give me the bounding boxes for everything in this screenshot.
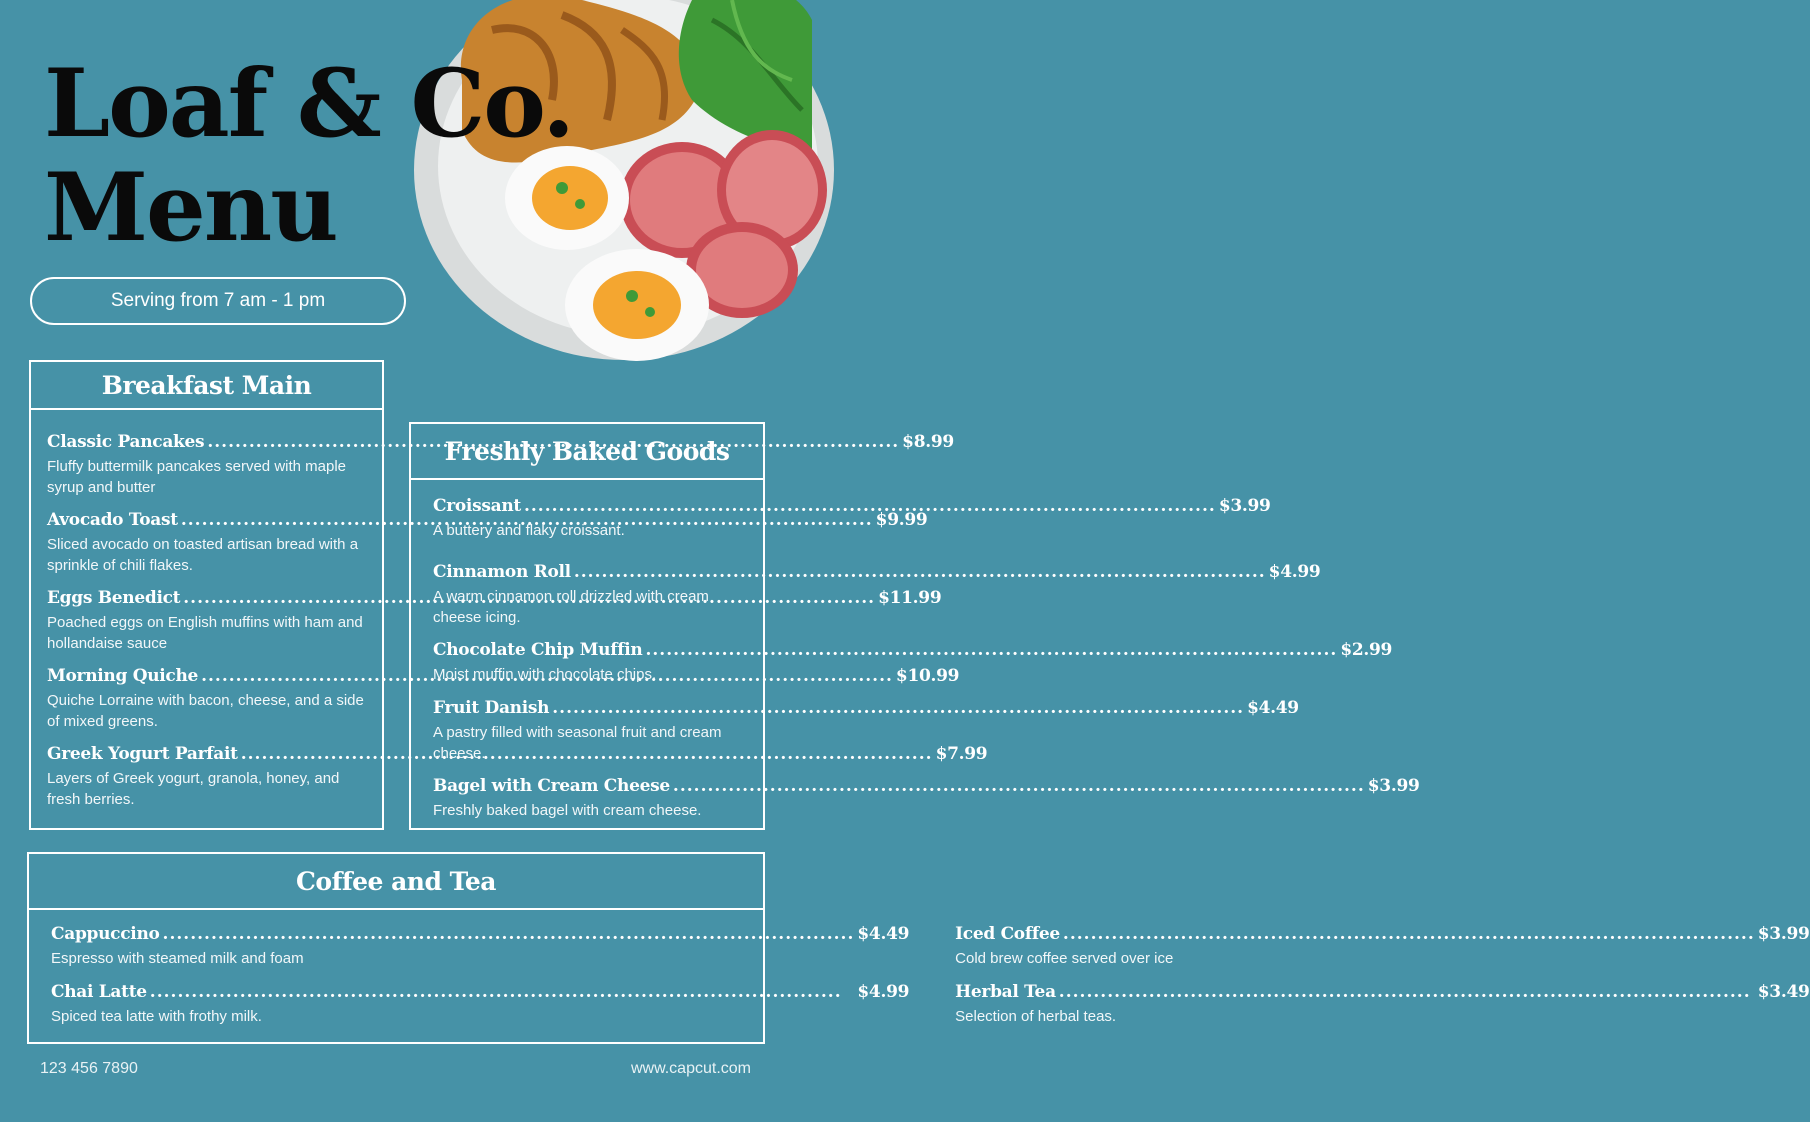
section-title: Breakfast Main <box>31 362 382 410</box>
item-description: Sliced avocado on toasted artisan bread with a sprinkle of chili flakes. <box>47 536 359 574</box>
phone-number: 123 456 7890 <box>40 1060 138 1077</box>
coffee-column-right <box>955 924 1809 1040</box>
item-description: A pastry filled with seasonal fruit and cream cheese. <box>433 724 722 762</box>
item-price: $8.99 <box>902 432 954 452</box>
item-description: Cold brew coffee served over ice <box>955 950 1174 967</box>
title-line-1: Loaf & Co. <box>44 49 574 159</box>
item-price: $9.99 <box>875 510 928 530</box>
item-price: $4.49 <box>857 924 910 944</box>
item-price: $3.99 <box>1218 496 1271 516</box>
dot-leader <box>524 496 1216 516</box>
item-price: $3.49 <box>1757 982 1810 1002</box>
item-price: $7.99 <box>935 744 988 764</box>
item-price: $4.49 <box>1247 698 1299 718</box>
item-name: Avocado Toast <box>47 510 178 530</box>
item-price: $10.99 <box>895 666 960 686</box>
item-description: Moist muffin with chocolate chips. <box>433 666 657 683</box>
item-price: $4.99 <box>1268 562 1321 582</box>
item-description: Quiche Lorraine with bacon, cheese, and a side of mixed greens. <box>47 692 364 730</box>
item-name: Classic Pancakes <box>47 432 205 452</box>
section-title: Freshly Baked Goods <box>411 424 763 480</box>
item-name: Fruit Danish <box>433 698 550 718</box>
item-description: Selection of herbal teas. <box>955 1008 1117 1025</box>
menu-item <box>955 924 1809 982</box>
item-description: Freshly baked bagel with cream cheese. <box>433 802 702 819</box>
item-description: Poached eggs on English muffins with ham and hollandaise sauce <box>47 614 363 652</box>
item-price: $3.99 <box>1367 776 1420 796</box>
dot-leader <box>150 982 855 1002</box>
item-price: $11.99 <box>878 588 942 608</box>
item-name: Herbal Tea <box>955 982 1056 1002</box>
menu-item <box>51 982 909 1040</box>
title-line-2: Menu <box>44 153 337 263</box>
dot-leader <box>574 562 1266 582</box>
serving-hours-pill: Serving from 7 am - 1 pm <box>30 277 406 325</box>
dot-leader <box>645 640 1337 660</box>
item-description: Espresso with steamed milk and foam <box>51 950 304 967</box>
dot-leader <box>163 924 855 944</box>
item-name: Greek Yogurt Parfait <box>47 744 238 764</box>
item-name: Chai Latte <box>51 982 147 1002</box>
item-description: A buttery and flaky croissant. <box>433 522 625 539</box>
item-description: Spiced tea latte with frothy milk. <box>51 1008 262 1025</box>
item-name: Croissant <box>433 496 521 516</box>
coffee-tea-section <box>27 852 1810 1044</box>
item-name: Morning Quiche <box>47 666 199 686</box>
dot-leader <box>673 776 1365 796</box>
menu-item <box>433 776 1420 826</box>
menu-title <box>44 49 574 263</box>
menu-item <box>51 924 909 982</box>
item-description: Layers of Greek yogurt, granola, honey, and fresh berries. <box>47 770 340 808</box>
dot-leader <box>552 698 1244 718</box>
item-name: Cinnamon Roll <box>433 562 571 582</box>
item-description: A warm cinnamon roll drizzled with cream cheese icing. <box>433 588 709 626</box>
section-title: Coffee and Tea <box>29 854 763 910</box>
item-name: Cappuccino <box>51 924 160 944</box>
item-name: Bagel with Cream Cheese <box>433 776 670 796</box>
dot-leader <box>1059 982 1755 1002</box>
item-price: $4.99 <box>857 982 910 1002</box>
coffee-column-left <box>51 924 909 1040</box>
menu-item <box>955 982 1809 1040</box>
dot-leader <box>1063 924 1755 944</box>
item-price: $2.99 <box>1340 640 1393 660</box>
item-name: Chocolate Chip Muffin <box>433 640 643 660</box>
item-price: $3.99 <box>1757 924 1810 944</box>
item-name: Eggs Benedict <box>47 588 181 608</box>
item-description: Fluffy buttermilk pancakes served with maple syrup and butter <box>47 458 347 496</box>
item-name: Iced Coffee <box>955 924 1060 944</box>
website-link[interactable]: www.capcut.com <box>630 1060 751 1077</box>
